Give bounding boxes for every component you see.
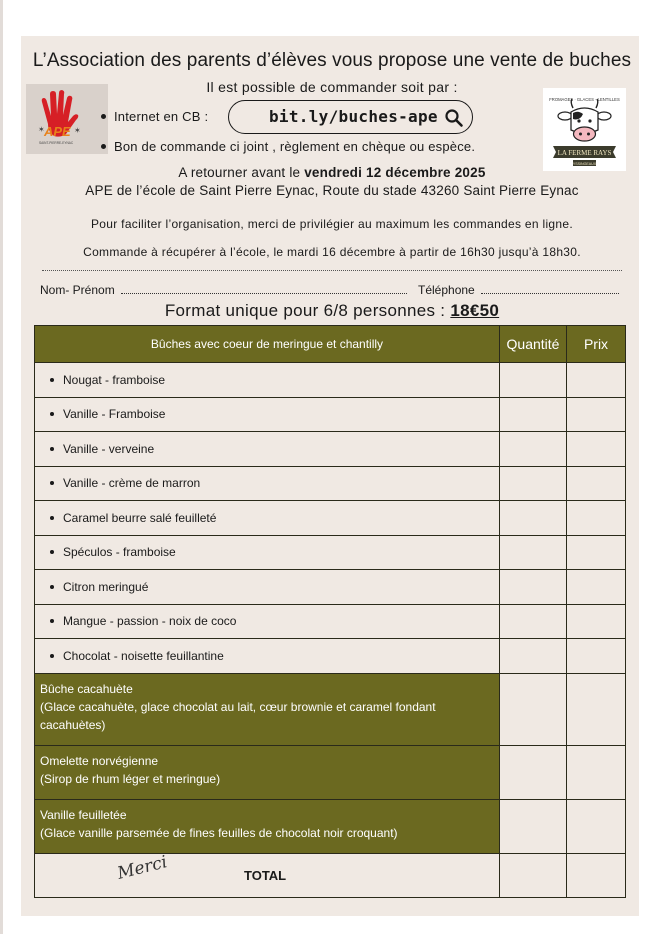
price-cell[interactable] <box>567 570 626 605</box>
return-date: vendredi 12 décembre 2025 <box>304 165 486 180</box>
price-cell[interactable] <box>567 535 626 570</box>
total-label: TOTAL <box>244 867 287 883</box>
quantity-cell[interactable] <box>500 535 567 570</box>
item-name: Vanille - Framboise <box>35 397 500 432</box>
farm-logo-banner: LA FERME RAYS <box>557 149 612 157</box>
total-label-cell <box>35 853 500 897</box>
special-title: Vanille feuilletée <box>40 807 127 822</box>
item-name: Citron meringué <box>35 570 500 605</box>
page-title: L’Association des parents d’élèves vous propose une vente de buches <box>32 50 632 71</box>
quantity-cell[interactable] <box>500 639 567 674</box>
special-name <box>35 799 500 853</box>
name-field[interactable] <box>40 283 407 297</box>
quantity-cell[interactable] <box>500 570 567 605</box>
table-row <box>35 639 626 674</box>
ape-logo-caption: SAINT-PIERRE-EYNAC <box>39 141 74 145</box>
format-info <box>0 301 664 321</box>
quantity-cell[interactable] <box>500 363 567 398</box>
total-price-cell[interactable] <box>567 853 626 897</box>
table-row <box>35 397 626 432</box>
price-cell[interactable] <box>567 604 626 639</box>
ape-logo-text: APE <box>44 124 71 139</box>
phone-field[interactable] <box>418 283 619 297</box>
farm-logo-top: FROMAGES · GLACES · LENTILLES <box>549 97 620 102</box>
quantity-cell[interactable] <box>500 673 567 745</box>
special-desc: (Glace cacahuète, glace chocolat au lait, cœur brownie et caramel fondant cacahuètes) <box>40 699 436 732</box>
search-icon <box>444 108 464 128</box>
item-name: Vanille - verveine <box>35 432 500 467</box>
quantity-cell[interactable] <box>500 501 567 536</box>
bullet-icon <box>50 412 54 416</box>
merci-signature: Merci <box>115 851 170 884</box>
item-name: Spéculos - framboise <box>35 535 500 570</box>
item-name: Nougat - framboise <box>35 363 500 398</box>
bullet-icon <box>50 481 54 485</box>
internet-label: Internet en CB : <box>114 109 209 124</box>
order-url[interactable]: bit.ly/buches-ape <box>269 107 438 126</box>
item-name: Mangue - passion - noix de coco <box>35 604 500 639</box>
total-row <box>35 853 626 897</box>
item-name: Chocolat - noisette feuillantine <box>35 639 500 674</box>
scan-edge-left <box>0 0 3 934</box>
special-row <box>35 745 626 799</box>
name-input-line[interactable] <box>121 284 407 294</box>
bullet-icon <box>50 516 54 520</box>
special-name <box>35 673 500 745</box>
price-cell[interactable] <box>567 432 626 467</box>
phone-input-line[interactable] <box>481 284 619 294</box>
quantity-cell[interactable] <box>500 466 567 501</box>
special-name <box>35 745 500 799</box>
total-quantity-cell[interactable] <box>500 853 567 897</box>
header-quantity: Quantité <box>500 326 567 363</box>
special-row <box>35 673 626 745</box>
paper-option <box>101 139 475 154</box>
price-cell[interactable] <box>567 466 626 501</box>
separator <box>42 270 622 271</box>
table-row <box>35 535 626 570</box>
quantity-cell[interactable] <box>500 432 567 467</box>
school-address: APE de l’école de Saint Pierre Eynac, Route du stade 43260 Saint Pierre Eynac <box>85 183 579 198</box>
farm-logo-place: YSSINGEAUX <box>572 161 597 166</box>
price-cell[interactable] <box>567 363 626 398</box>
bullet-icon <box>101 144 106 149</box>
quantity-cell[interactable] <box>500 799 567 853</box>
quantity-cell[interactable] <box>500 745 567 799</box>
bullet-icon <box>50 550 54 554</box>
name-label: Nom- Prénom <box>40 283 115 297</box>
table-row <box>35 570 626 605</box>
phone-label: Téléphone <box>418 283 475 297</box>
price-cell[interactable] <box>567 799 626 853</box>
special-desc: (Sirop de rhum léger et meringue) <box>40 771 221 786</box>
svg-text:✶: ✶ <box>38 125 45 134</box>
price-cell[interactable] <box>567 745 626 799</box>
online-note: Pour faciliter l’organisation, merci de privilégier au maximum les commandes en ligne. <box>91 217 573 231</box>
ape-logo <box>26 84 108 154</box>
svg-text:✶: ✶ <box>74 126 81 135</box>
farm-logo <box>543 88 626 171</box>
bullet-icon <box>50 585 54 589</box>
price-cell[interactable] <box>567 501 626 536</box>
pickup-note: Commande à récupérer à l’école, le mardi 16 décembre à partir de 16h30 jusqu’à 18h30. <box>83 245 581 259</box>
quantity-cell[interactable] <box>500 604 567 639</box>
scan-edge-right <box>639 0 664 934</box>
special-row <box>35 799 626 853</box>
special-desc: (Glace vanille parsemée de fines feuilles de chocolat noir croquant) <box>40 825 398 840</box>
order-table <box>34 325 626 898</box>
url-search-box[interactable] <box>228 100 473 134</box>
table-row <box>35 432 626 467</box>
bullet-icon <box>50 378 54 382</box>
paper-label: Bon de commande ci joint , règlement en chèque ou espèce. <box>114 139 476 154</box>
format-price: 18€50 <box>450 301 500 320</box>
special-title: Omelette norvégienne <box>40 753 159 768</box>
bullet-icon <box>101 114 106 119</box>
item-name: Vanille - crème de marron <box>35 466 500 501</box>
price-cell[interactable] <box>567 639 626 674</box>
bullet-icon <box>50 654 54 658</box>
price-cell[interactable] <box>567 673 626 745</box>
bullet-icon <box>50 447 54 451</box>
table-row <box>35 363 626 398</box>
return-deadline <box>0 165 664 180</box>
price-cell[interactable] <box>567 397 626 432</box>
table-row <box>35 604 626 639</box>
special-title: Bûche cacahuète <box>40 681 133 696</box>
header-buches: Bûches avec coeur de meringue et chantilly <box>35 326 500 363</box>
format-text: Format unique pour 6/8 personnes : <box>164 301 446 320</box>
table-row <box>35 466 626 501</box>
table-row <box>35 501 626 536</box>
item-name: Caramel beurre salé feuilleté <box>35 501 500 536</box>
header-price: Prix <box>567 326 626 363</box>
return-prefix: A retourner avant le <box>178 165 301 180</box>
ordering-intro: Il est possible de commander soit par : <box>206 79 458 95</box>
bullet-icon <box>50 619 54 623</box>
internet-option <box>101 109 208 124</box>
quantity-cell[interactable] <box>500 397 567 432</box>
